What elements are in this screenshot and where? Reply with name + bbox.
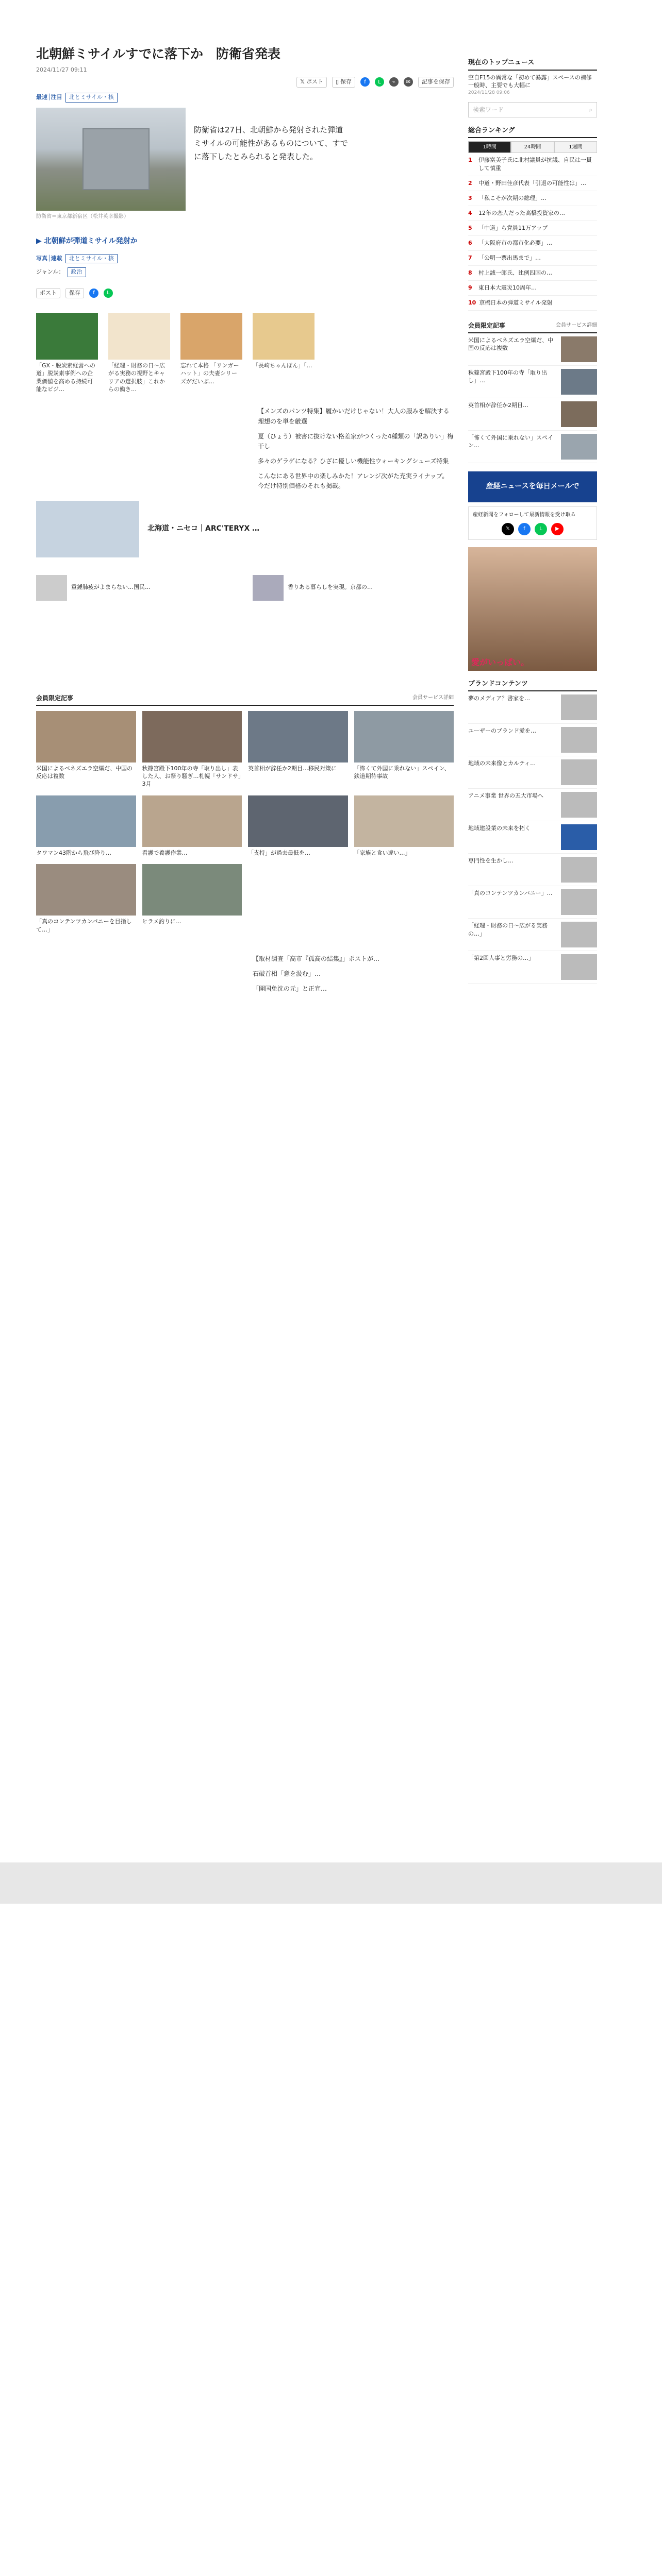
top-news-title: 現在のトップニュース <box>468 58 597 71</box>
grey-band <box>0 1862 662 1904</box>
card[interactable]: 看護で養護作業… <box>142 795 242 857</box>
post-button[interactable]: 𝕏 ポスト <box>296 77 327 88</box>
hero <box>36 108 454 221</box>
members-section-head: 会員限定記事 会員サービス詳細 <box>36 693 454 706</box>
genre-label: ジャンル： <box>36 268 64 276</box>
ad-image <box>36 313 98 360</box>
ranking-item[interactable]: 4 12年の恋人だった高橋投資家の… <box>468 206 597 221</box>
article-date: 2024/11/27 09:11 <box>36 66 87 73</box>
brand-item[interactable]: 「経理・財務の日～広がる実務の…」 <box>468 919 597 951</box>
brand-item[interactable]: 「第2回人事と労務の…」 <box>468 951 597 984</box>
tab-24h[interactable]: 24時間 <box>511 141 554 152</box>
ad-image <box>253 313 315 360</box>
x-icon[interactable]: 𝕏 <box>502 523 514 535</box>
side-member-item[interactable]: 英首相が辞任か2期目… <box>468 398 597 431</box>
members-grid <box>36 711 454 934</box>
list-item[interactable]: 「開国免沈の元」と正宣… <box>253 985 327 993</box>
follow-box: 産経新聞をフォローして最新情報を受け取る 𝕏 f L ▶ <box>468 506 597 540</box>
tag2-label: 写真│連載 <box>36 255 62 262</box>
card[interactable]: ヒラメ釣りに… <box>142 864 242 934</box>
card[interactable]: 米国によるベネズエラ空爆だ、中国の反応は複数 <box>36 711 136 788</box>
main-column <box>36 0 454 999</box>
ad-image <box>180 313 242 360</box>
search-input[interactable]: 検索ワード ⌕ <box>468 102 597 117</box>
article-title: 北朝鮮ミサイルすでに落下か 防衛省発表 <box>36 46 281 61</box>
line-icon[interactable]: L <box>375 77 384 87</box>
ranking-item[interactable]: 1 伊藤富美子氏に北村議員が抗議、自民は一貫して慎重 <box>468 153 597 176</box>
inline-ads <box>36 313 454 394</box>
ranking-item[interactable]: 3 「私こそが次期の総理」… <box>468 191 597 206</box>
ranking-item[interactable]: 6 「大阪府市の都市化必要」… <box>468 236 597 251</box>
link-icon[interactable]: ⌁ <box>389 77 399 87</box>
ranking-item[interactable]: 5 「中道」ら党員11万アップ <box>468 221 597 236</box>
side-member-item[interactable]: 米国によるベネズエラ空爆だ、中国の反応は複数 <box>468 333 597 366</box>
save-button[interactable]: ▯ 保存 <box>332 77 355 88</box>
brand-item[interactable]: 地域建設業の未来を拓く <box>468 821 597 854</box>
brand-item[interactable]: アニメ事業 世界の五大市場へ <box>468 789 597 821</box>
top-news-date: 2024/11/28 09:06 <box>468 90 510 96</box>
save-button-2[interactable]: 保存 <box>65 288 84 299</box>
brand-item[interactable]: 地域の未来像とカルティ… <box>468 756 597 789</box>
list-item[interactable]: 夏（ひょう）被害に抜けない格差家がつくった4種類の「訳ありい」梅干し <box>258 432 454 450</box>
list-item[interactable]: 【取材調査「高市『孤高の結集』」ポストが… <box>253 955 380 962</box>
ranking-tabs <box>468 141 597 153</box>
tag-row <box>36 93 454 103</box>
tag-label: 最速│注目 <box>36 94 62 101</box>
card[interactable]: タワマン43階から飛び降り… <box>36 795 136 857</box>
hero-figure <box>36 108 186 221</box>
top-news-link[interactable]: 空自F15の異常な「初めて暴露」スペースの補修一般時、主要でも大幅に <box>468 74 592 89</box>
mid-list <box>258 406 454 491</box>
ranking-list <box>468 153 597 310</box>
brand-list <box>468 691 597 984</box>
related-link[interactable]: ▶ 北朝鮮が弾道ミサイル発射か <box>36 236 138 245</box>
later-list <box>253 954 454 994</box>
card[interactable]: 「支持」が過去最低を… <box>248 795 348 857</box>
ranking-item[interactable]: 10 京橋日本の弾道ミサイル発射 <box>468 296 597 311</box>
list-item[interactable]: 石破首相「意を汲む」… <box>253 970 321 978</box>
ad-image <box>108 313 170 360</box>
ad-card[interactable]: 「GX・脱炭素経営への道」脱炭素事例への企業価値を高める持続可能なビジ… <box>36 313 98 394</box>
sidebar <box>468 0 597 984</box>
brand-item[interactable]: 夢のメディア？書家を… <box>468 691 597 724</box>
side-members-head: 会員限定記事 会員サービス詳細 <box>468 321 597 333</box>
promo-image <box>36 501 139 557</box>
bottom-pair <box>36 575 454 601</box>
promo-strip[interactable]: 北海道・ニセコ｜ARC'TERYX … <box>36 501 454 557</box>
ad-card[interactable]: 「経理・財務の日～広がる実務の視野とキャリアの選択肢」これからの働き… <box>108 313 170 394</box>
side-members-list <box>468 333 597 463</box>
side-ad[interactable]: 愛がいっぱい。 <box>468 547 597 671</box>
pair-item[interactable]: 香りある暮らしを実現。京都の… <box>253 575 449 601</box>
list-item[interactable]: こんなにある世界中の楽しみかた！アレンジ次がた充実ライナップ。今だけ特別価格のそれも掲載。 <box>258 472 449 490</box>
facebook-icon[interactable]: f <box>360 77 370 87</box>
tab-1w[interactable]: 1週間 <box>554 141 597 152</box>
side-member-item[interactable]: 「怖くて外国に乗れない」スペイン… <box>468 431 597 463</box>
ad-card[interactable]: 「長崎ちゃんぽん」「… <box>253 313 315 394</box>
side-member-item[interactable]: 秋篠宮殿下100年の寺「取り出し」… <box>468 366 597 398</box>
ranking-item[interactable]: 7 「公明一票出馬まで」… <box>468 251 597 266</box>
tag-row-2 <box>36 254 454 264</box>
share-toolbar <box>36 75 454 89</box>
tag-link[interactable]: 北とミサイル・核 <box>65 93 118 103</box>
ranking-title: 総合ランキング <box>468 126 597 139</box>
pair-item[interactable]: 重錘肺疲がよまらない…国民… <box>36 575 232 601</box>
follow-icons <box>473 523 592 535</box>
hero-image[interactable] <box>36 108 186 211</box>
ranking-item[interactable]: 2 中道・野田佳彦代表「引退の可能性は」… <box>468 176 597 191</box>
ranking-item[interactable]: 8 村上誠一郎氏、比例四国の… <box>468 266 597 281</box>
share-toolbar-2 <box>36 286 454 300</box>
post-button-2[interactable]: ポスト <box>36 288 60 299</box>
card[interactable]: 「真のコンテンツカンパニーを目指して…」 <box>36 864 136 934</box>
card[interactable]: 英首相が辞任か2期目…移民対策に <box>248 711 348 788</box>
hero-caption: 防衛省＝東京都新宿区（松井英幸撮影） <box>36 213 129 219</box>
tag2-link[interactable]: 北とミサイル・核 <box>65 254 118 264</box>
brand-item[interactable]: 「真のコンテンツカンパニー」… <box>468 886 597 919</box>
brand-item[interactable]: ユーザーのブランド愛を… <box>468 724 597 756</box>
card[interactable]: 「怖くて外国に乗れない」スペイン、鉄道期待事故 <box>354 711 454 788</box>
genre-tag[interactable]: 政治 <box>68 267 86 277</box>
ad-card[interactable]: 忘れて本格 「リンガーハット」の夫妻シリーズがだいぶ… <box>180 313 242 394</box>
line-icon[interactable]: L <box>535 523 547 535</box>
genre-row <box>36 267 454 277</box>
ranking-item[interactable]: 9 東日本大震災10周年… <box>468 281 597 296</box>
line-icon-2[interactable]: L <box>104 289 113 298</box>
brand-item[interactable]: 専門性を生かし… <box>468 854 597 886</box>
article-lead: 防衛省は27日、北朝鮮から発射された弾道ミサイルの可能性があるものについて、すでに落下したとみられると発表した。 <box>194 125 348 162</box>
youtube-icon[interactable]: ▶ <box>551 523 564 535</box>
search-icon[interactable]: ⌕ <box>589 106 592 113</box>
list-item[interactable]: 多々のゲラゲになる？ひざに優しい機能性ウォーキングシューズ特集 <box>258 457 449 465</box>
card[interactable]: 「家族と食い違い…」 <box>354 795 454 857</box>
card[interactable]: 秋篠宮殿下100年の寺「取り出し」表した人、お祭り騒ぎ…札幌「サンドサ」3月 <box>142 711 242 788</box>
mail-icon[interactable]: ✉ <box>404 77 413 87</box>
facebook-icon[interactable]: f <box>518 523 531 535</box>
save-article-button[interactable]: 記事を保存 <box>418 77 454 88</box>
x-icon: 𝕏 <box>300 78 305 85</box>
bookmark-icon: ▯ <box>335 78 339 85</box>
tab-1h[interactable]: 1時間 <box>468 141 511 152</box>
list-item[interactable]: 【メンズのパンツ特集】履かいだけじゃない！大人の服みを解決する理想のを単を厳選 <box>258 408 450 425</box>
facebook-icon-2[interactable]: f <box>89 289 98 298</box>
brand-title: ブランドコンテンツ <box>468 679 597 692</box>
members-more-link[interactable]: 会員サービス詳細 <box>412 695 454 701</box>
newsletter-banner[interactable]: 産経ニュースを毎日メールで <box>468 471 597 502</box>
